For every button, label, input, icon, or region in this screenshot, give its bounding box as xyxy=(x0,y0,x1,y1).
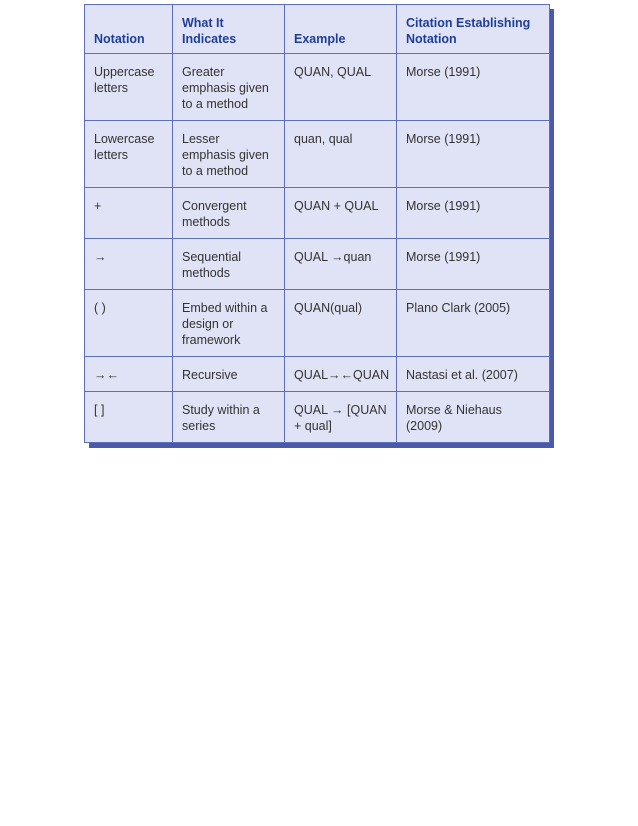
cell-indicates: Greater emphasis given to a method xyxy=(173,54,285,121)
cell-indicates: Study within a series xyxy=(173,392,285,443)
table-row xyxy=(85,239,550,290)
cell-citation: Morse (1991) xyxy=(397,239,550,290)
cell-notation: Lowercase letters xyxy=(85,121,173,188)
cell-indicates: Sequential methods xyxy=(173,239,285,290)
cell-indicates: Recursive xyxy=(173,357,285,392)
cell-citation: Nastasi et al. (2007) xyxy=(397,357,550,392)
cell-example: QUAN, QUAL xyxy=(285,54,397,121)
cell-example: QUAL → [QUAN + qual] xyxy=(285,392,397,443)
header-citation: Citation Establishing Notation xyxy=(397,5,550,54)
cell-example: quan, qual xyxy=(285,121,397,188)
table-row xyxy=(85,121,550,188)
cell-example: QUAN + QUAL xyxy=(285,188,397,239)
cell-notation: →← xyxy=(85,357,173,392)
cell-notation: + xyxy=(85,188,173,239)
cell-citation: Morse (1991) xyxy=(397,54,550,121)
table-row xyxy=(85,188,550,239)
table-row xyxy=(85,392,550,443)
cell-notation: ( ) xyxy=(85,290,173,357)
cell-citation: Plano Clark (2005) xyxy=(397,290,550,357)
cell-citation: Morse & Niehaus (2009) xyxy=(397,392,550,443)
cell-indicates: Embed within a design or framework xyxy=(173,290,285,357)
table-row xyxy=(85,290,550,357)
header-example: Example xyxy=(285,5,397,54)
header-notation: Notation xyxy=(85,5,173,54)
cell-citation: Morse (1991) xyxy=(397,121,550,188)
cell-example: QUAL →quan xyxy=(285,239,397,290)
table-row xyxy=(85,54,550,121)
cell-citation: Morse (1991) xyxy=(397,188,550,239)
table-row xyxy=(85,357,550,392)
cell-example: QUAN(qual) xyxy=(285,290,397,357)
cell-notation: Uppercase letters xyxy=(85,54,173,121)
notation-table xyxy=(84,4,550,443)
cell-notation: [ ] xyxy=(85,392,173,443)
cell-example: QUAL→←QUAN xyxy=(285,357,397,392)
cell-notation: → xyxy=(85,239,173,290)
notation-table-container xyxy=(84,4,549,443)
cell-indicates: Lesser emphasis given to a method xyxy=(173,121,285,188)
header-what-it-indicates: What It Indicates xyxy=(173,5,285,54)
cell-indicates: Convergent methods xyxy=(173,188,285,239)
table-header-row xyxy=(85,5,550,54)
